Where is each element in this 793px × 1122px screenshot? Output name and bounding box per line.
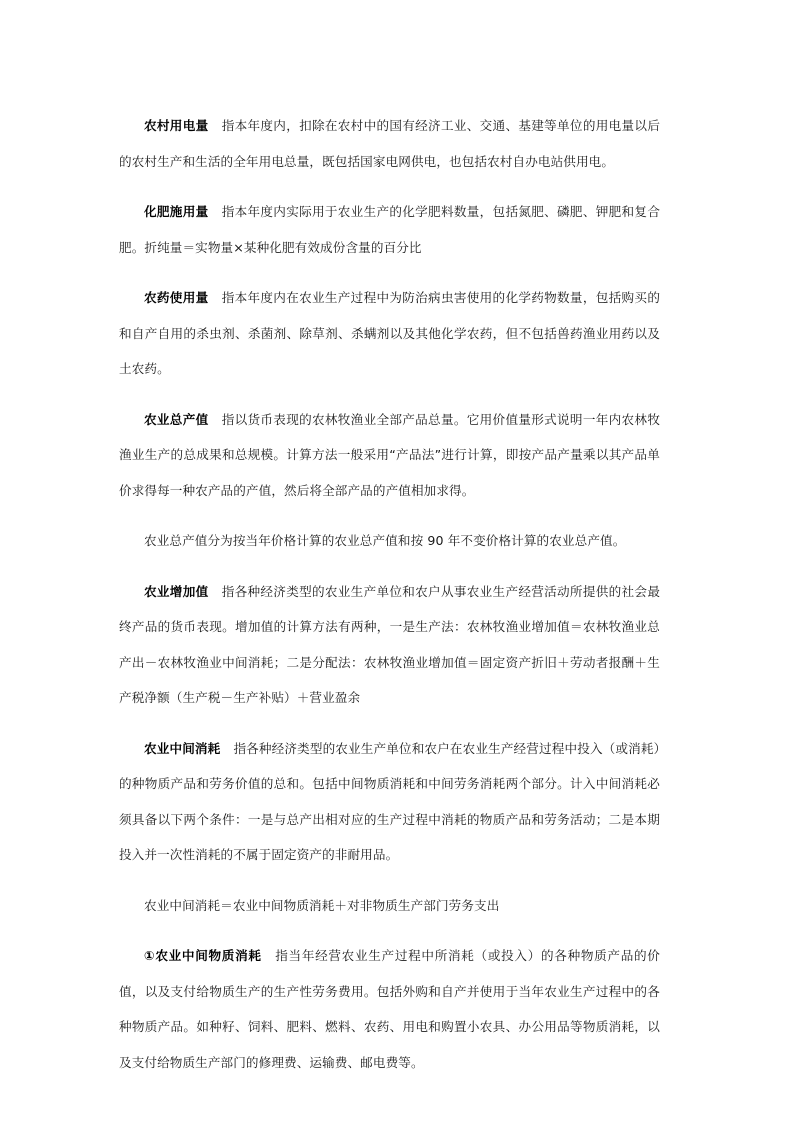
paragraph-value-added (119, 574, 660, 716)
paragraph-gross-output (119, 402, 660, 509)
definition-text: 指当年经营农业生产过程中所消耗（或投入）的各种物质产品的价值，以及支付给物质生产的生产性劳务费用。包括外购和自产并使用于当年农业生产过程中的各种物质产品。如种籽、饲料、肥料、燃料、农药、用电和购置小农具、办公用品等物质消耗，以及支付给物质生产部门的修理费、运输费、邮电费等。 (119, 948, 660, 1070)
definition-text: 农业总产值分为按当年价格计算的农业总产值和按 90 年不变价格计算的农业总产值。 (144, 533, 626, 548)
paragraph-pesticide (119, 280, 660, 387)
paragraph-rural-electricity (119, 108, 660, 179)
definition-text: 指本年度内在农业生产过程中为防治病虫害使用的化学药物数量，包括购买的和自产自用的杀虫剂、杀菌剂、除草剂、杀螨剂以及其他化学农药，但不包括兽药渔业用药以及土农药。 (119, 290, 661, 376)
term-heading: 农业中间消耗 (144, 740, 221, 756)
definition-text: 指各种经济类型的农业生产单位和农户从事农业生产经营活动所提供的社会最终产品的货币表现。增加值的计算方法有两种，一是生产法：农林牧渔业增加值＝农林牧渔业总产出－农林牧渔业中间消耗；二是分配法：农林牧渔业增加值＝固定资产折旧＋劳动者报酬＋生产税净额（生产税－生产补贴）＋营业盈余 (119, 583, 661, 705)
term-heading: 农业增加值 (144, 583, 209, 599)
definition-text: 指以货币表现的农林牧渔业全部产品总量。它用价值量形式说明一年内农林牧渔业生产的总成果和总规模。计算方法一般采用“产品法”进行计算，即按产品产量乘以其产品单价求得每一种农产品的产值，然后将全部产品的产值相加求得。 (119, 411, 661, 498)
paragraph-intermediate-consumption (119, 731, 660, 873)
paragraph-fertilizer (119, 194, 660, 265)
formula-text: 农业中间消耗＝农业中间物质消耗＋对非物质生产部门劳务支出 (144, 897, 500, 913)
paragraph-consumption-formula (119, 888, 660, 924)
term-heading: 农药使用量 (144, 290, 209, 305)
paragraph-gross-output-note (119, 523, 660, 559)
term-heading: 农村用电量 (144, 118, 209, 133)
term-heading: ①农业中间物质消耗 (144, 948, 262, 963)
paragraph-material-consumption (119, 938, 660, 1080)
definition-text: 指本年度内实际用于农业生产的化学肥料数量，包括氮肥、磷肥、钾肥和复合肥。折纯量＝实物量×某种化肥有效成份含量的百分比 (119, 204, 661, 255)
term-heading: 化肥施用量 (144, 204, 209, 219)
definition-text: 指本年度内，扣除在农村中的国有经济工业、交通、基建等单位的用电量以后的农村生产和生活的全年用电总量，既包括国家电网供电，也包括农村自办电站供用电。 (119, 118, 661, 169)
document-body (119, 108, 660, 1095)
definition-text: 指各种经济类型的农业生产单位和农户在农业生产经营过程中投入（或消耗）的种物质产品和劳务价值的总和。包括中间物质消耗和中间劳务消耗两个部分。计入中间消耗必须具备以下两个条件：一是与总产出相对应的生产过程中消耗的物质产品和劳务活动；二是本期投入并一次性消耗的不属于固定资产的非耐用品。 (119, 740, 660, 862)
term-heading: 农业总产值 (144, 411, 209, 427)
